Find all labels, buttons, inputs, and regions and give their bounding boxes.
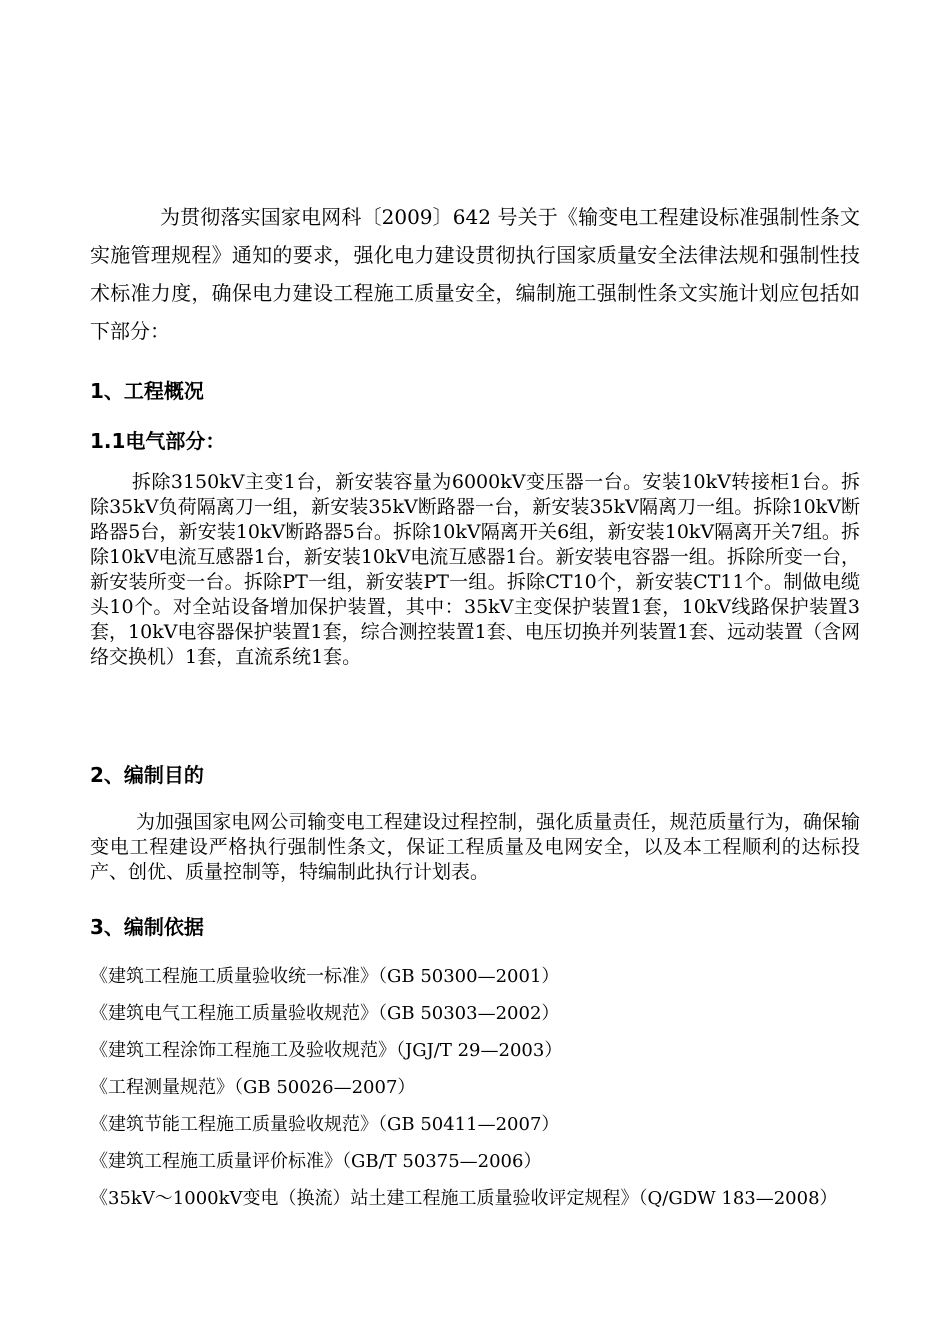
reference-item: 《建筑工程施工质量评价标准》（GB/T 50375—2006） [90,1151,542,1172]
section2-heading: 2、编制目的 [90,763,204,787]
section2-body: 为加强国家电网公司输变电工程建设过程控制，强化质量责任，规范质量行为，确保输变电工程建设严格执行强制性条文，保证工程质量及电网安全，以及本工程顺利的达标投产、创优、质量控制等，特编制此执行计划表。 [90,811,860,883]
reference-item: 《建筑工程施工质量验收统一标准》（GB 50300—2001） [90,966,560,987]
reference-item: 《建筑工程涂饰工程施工及验收规范》（JGJ/T 29—2003） [90,1040,563,1061]
section1-body: 拆除3150kV主变1台，新安装容量为6000kV变压器一台。安装10kV转接柜1台。拆除35kV负荷隔离刀一组，新安装35kV断路器一台，新安装35kV隔离刀一组。拆除10kV断路器5台，新安装10kV断路器5台。拆除10kV隔离开关6组，新安装10kV隔离开关7组。拆除10kV电流互感器1台，新安装10kV电流互感器1台。新安装电容器一组。拆除所变一台，新安装所变一台。拆除PT一组，新安装PT一组。拆除CT10个，新安装CT11个。制做电缆头10个。对全站设备增加保护装置，其中：35kV主变保护装置1套，10kV线路保护装置3套，10kV电容器保护装置1套，综合测控装置1套、电压切换并列装置1套、远动装置（含网络交换机）1套，直流系统1套。 [90,471,860,668]
intro-paragraph: 为贯彻落实国家电网科〔2009〕642 号关于《输变电工程建设标准强制性条文实施管理规程》通知的要求，强化电力建设贯彻执行国家质量安全法律法规和强制性技术标准力度，确保电力建设工程施工质量安全，编制施工强制性条文实施计划应包括如下部分： [90,205,860,343]
reference-item: 《建筑节能工程施工质量验收规范》（GB 50411—2007） [90,1114,560,1135]
section1-subheading: 1.1电气部分： [90,429,226,453]
section3-heading: 3、编制依据 [90,915,204,939]
section1-heading: 1、工程概况 [90,379,204,403]
reference-item: 《35kV～1000kV变电（换流）站土建工程施工质量验收评定规程》（Q/GDW 183—2008） [90,1188,838,1209]
reference-item: 《工程测量规范》（GB 50026—2007） [90,1077,416,1098]
reference-item: 《建筑电气工程施工质量验收规范》（GB 50303—2002） [90,1003,560,1024]
reference-list [90,958,860,1211]
